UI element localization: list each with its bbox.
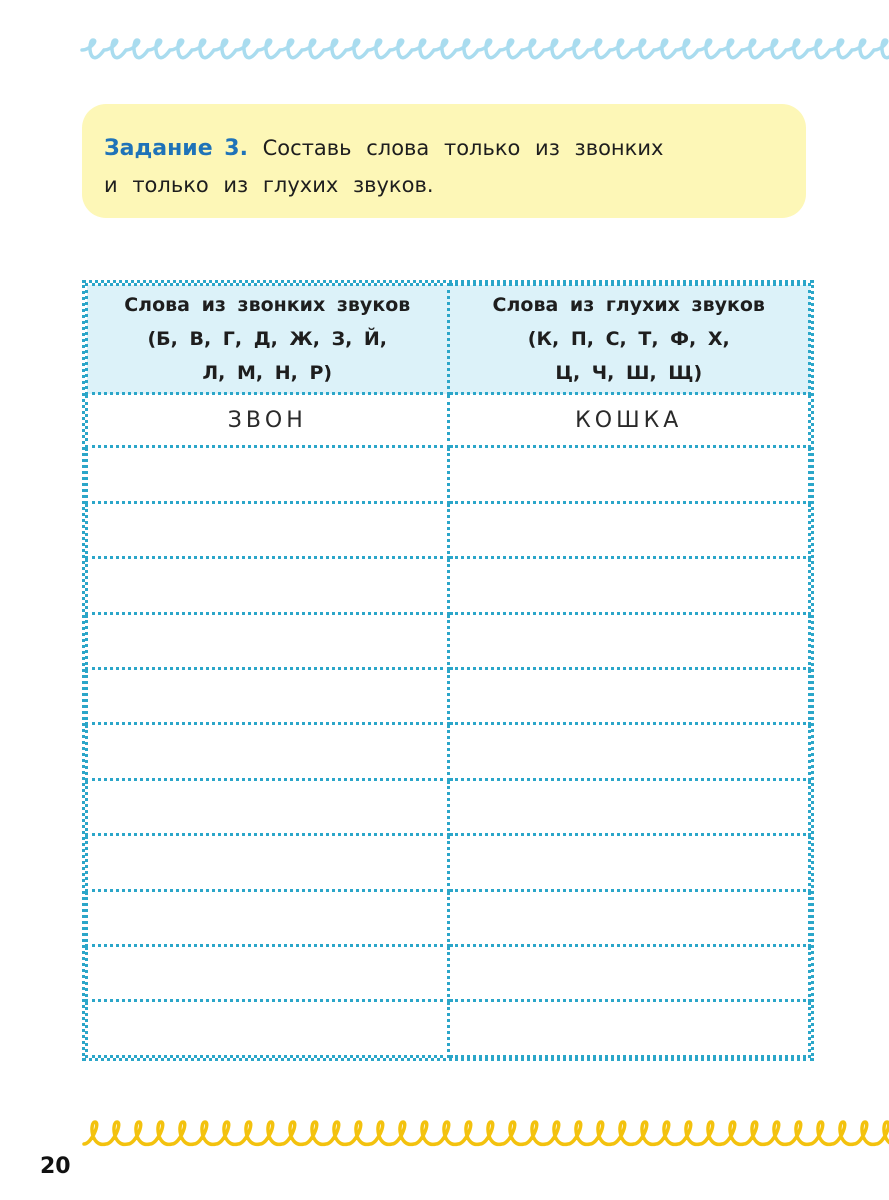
voiced-answer-input[interactable] — [88, 1002, 447, 1055]
voiceless-answer-input[interactable] — [450, 448, 809, 500]
answer-row — [87, 613, 810, 668]
voiced-answer-cell — [87, 946, 449, 1001]
voiced-header-letters-2: Л, М, Н, Р) — [202, 362, 333, 384]
voiced-answer-input[interactable] — [88, 448, 447, 500]
voiceless-answer-input[interactable] — [450, 947, 809, 999]
task-box — [82, 104, 806, 218]
voiced-answer-input[interactable] — [88, 559, 447, 611]
answer-row — [87, 724, 810, 779]
voiceless-answer-input[interactable] — [450, 504, 809, 556]
voiced-answer-cell — [87, 558, 449, 613]
voiced-answer-input[interactable] — [88, 781, 447, 833]
voiceless-answer-input[interactable] — [450, 1002, 809, 1055]
word-table — [85, 283, 811, 1058]
voiceless-answer-cell — [448, 613, 810, 668]
answer-row — [87, 779, 810, 834]
voiceless-answer-input[interactable] — [450, 892, 809, 944]
voiceless-answer-cell — [448, 502, 810, 557]
voiced-answer-input[interactable] — [88, 836, 447, 888]
voiceless-answer-cell — [448, 447, 810, 502]
answer-row — [87, 946, 810, 1001]
task-instruction — [104, 130, 782, 204]
bottom-loop-decoration — [80, 1110, 889, 1154]
voiced-example-cell: ЗВОН — [87, 394, 449, 447]
page-number: 20 — [40, 1154, 71, 1179]
voiceless-header-letters-2: Ц, Ч, Ш, Щ) — [555, 362, 703, 384]
voiced-answer-cell — [87, 890, 449, 945]
voiceless-column-header — [448, 285, 810, 394]
voiceless-header-title: Слова из глухих звуков — [492, 294, 765, 316]
example-row — [87, 394, 810, 447]
voiced-answer-input[interactable] — [88, 892, 447, 944]
answer-row — [87, 1001, 810, 1057]
voiceless-answer-cell — [448, 1001, 810, 1057]
task-line-1: Составь слова только из звонких — [262, 136, 664, 160]
voiced-answer-cell — [87, 613, 449, 668]
voiceless-answer-cell — [448, 946, 810, 1001]
voiced-header-letters-1: (Б, В, Г, Д, Ж, З, Й, — [147, 328, 388, 350]
answer-row — [87, 835, 810, 890]
voiceless-answer-cell — [448, 835, 810, 890]
voiceless-answer-input[interactable] — [450, 615, 809, 667]
header-row — [87, 285, 810, 394]
voiced-answer-input[interactable] — [88, 615, 447, 667]
voiced-answer-cell — [87, 447, 449, 502]
voiced-answer-cell — [87, 835, 449, 890]
voiced-header-title: Слова из звонких звуков — [124, 294, 411, 316]
top-loop-decoration — [78, 36, 889, 80]
voiceless-answer-input[interactable] — [450, 781, 809, 833]
voiced-answer-cell — [87, 724, 449, 779]
answer-row — [87, 558, 810, 613]
answer-row — [87, 447, 810, 502]
word-worksheet — [82, 280, 814, 1061]
voiced-answer-cell — [87, 669, 449, 724]
voiced-answer-input[interactable] — [88, 504, 447, 556]
voiceless-answer-cell — [448, 890, 810, 945]
voiceless-answer-cell — [448, 558, 810, 613]
voiceless-answer-input[interactable] — [450, 836, 809, 888]
voiceless-header-letters-1: (К, П, С, Т, Ф, Х, — [527, 328, 730, 350]
voiceless-answer-cell — [448, 669, 810, 724]
voiceless-answer-cell — [448, 724, 810, 779]
voiced-column-header — [87, 285, 449, 394]
task-label: Задание 3. — [104, 136, 248, 161]
voiceless-answer-input[interactable] — [450, 670, 809, 722]
voiceless-answer-input[interactable] — [450, 725, 809, 777]
answer-row — [87, 890, 810, 945]
voiceless-answer-cell — [448, 779, 810, 834]
voiceless-answer-input[interactable] — [450, 559, 809, 611]
answer-row — [87, 502, 810, 557]
voiced-answer-cell — [87, 779, 449, 834]
voiced-answer-cell — [87, 1001, 449, 1057]
voiced-answer-input[interactable] — [88, 947, 447, 999]
voiceless-example-cell: КОШКА — [448, 394, 810, 447]
task-line-2: и только из глухих звуков. — [104, 173, 434, 197]
answer-row — [87, 669, 810, 724]
voiced-answer-input[interactable] — [88, 725, 447, 777]
voiced-answer-cell — [87, 502, 449, 557]
voiced-answer-input[interactable] — [88, 670, 447, 722]
